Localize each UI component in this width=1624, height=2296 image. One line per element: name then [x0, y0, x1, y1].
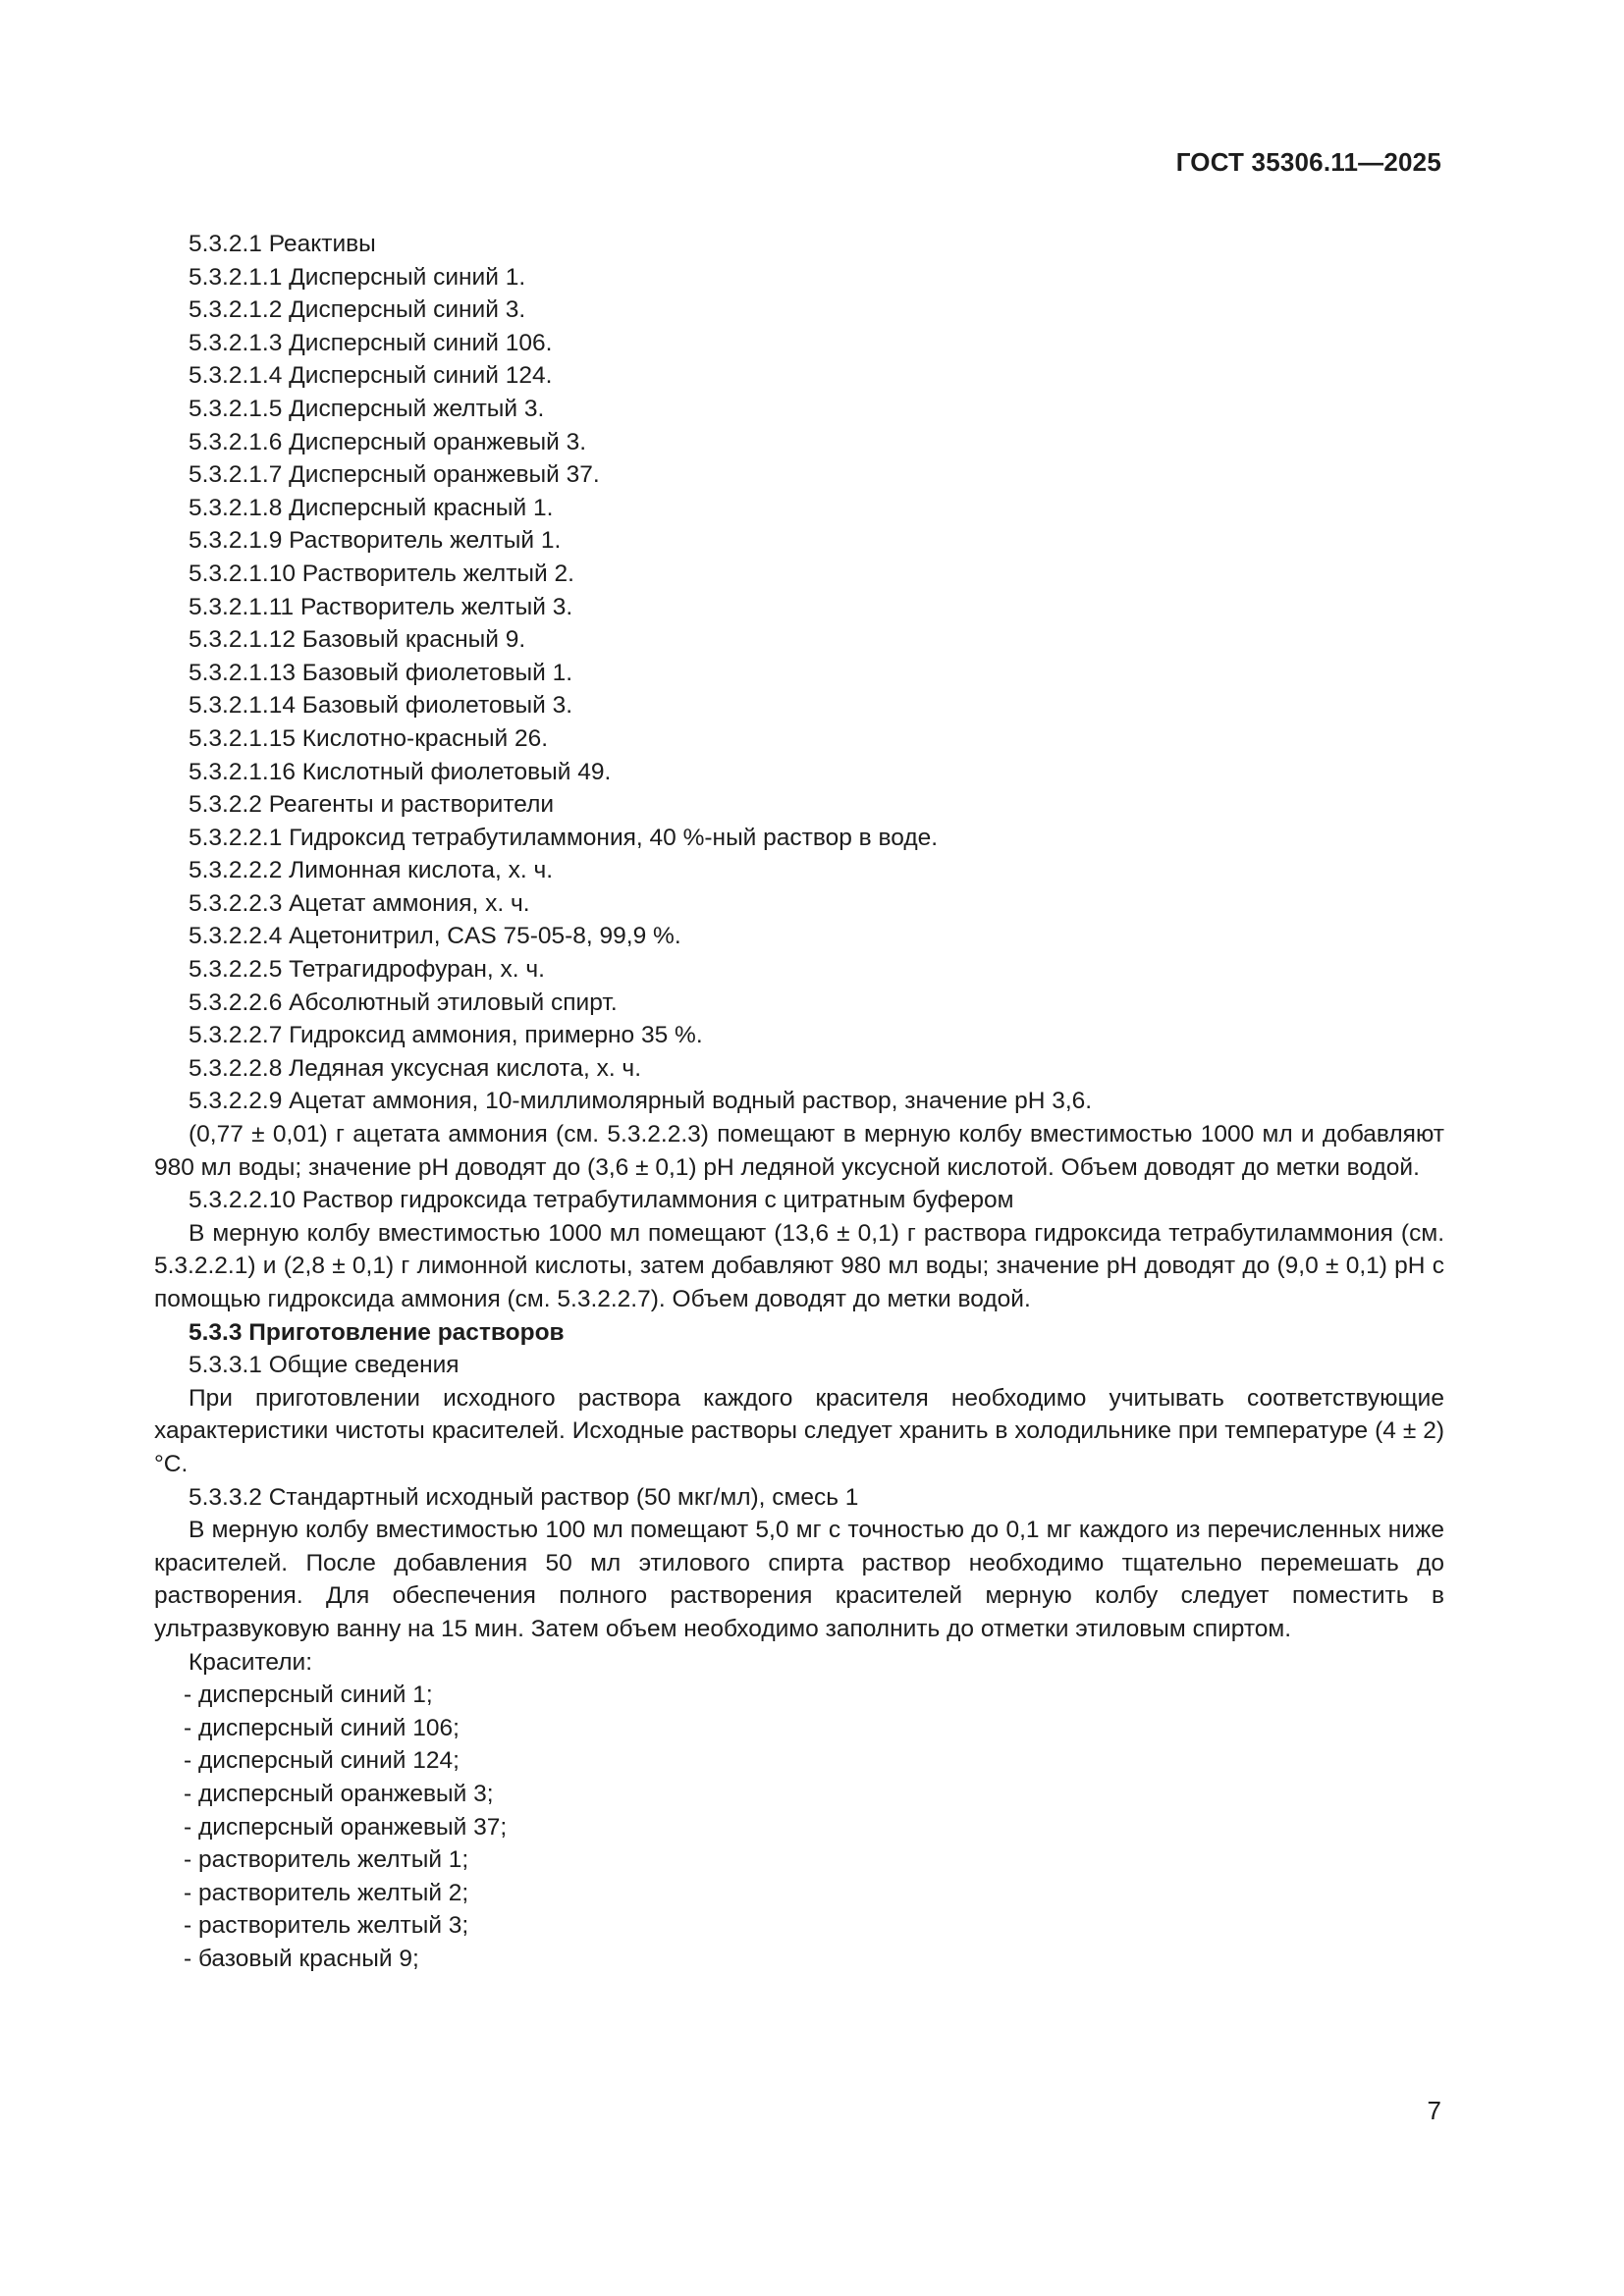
page-number: 7 [1427, 2096, 1441, 2125]
numbered-clause: 5.3.2.1.1 Дисперсный синий 1. [189, 263, 526, 291]
numbered-clause: Красители: [189, 1648, 313, 1676]
numbered-clause: 5.3.2.1.4 Дисперсный синий 124. [189, 362, 553, 390]
list-item: - дисперсный оранжевый 3; [184, 1780, 494, 1807]
numbered-clause: 5.3.2.2.9 Ацетат аммония, 10-миллимолярный водный раствор, значение pH 3,6. [189, 1088, 1093, 1115]
numbered-clause: 5.3.2.2 Реагенты и растворители [189, 791, 555, 819]
list-item: - базовый красный 9; [184, 1945, 419, 1972]
section-heading: 5.3.3 Приготовление растворов [189, 1318, 565, 1346]
paragraph: (0,77 ± 0,01) г ацетата аммония (см. 5.3.2.2.3) помещают в мерную колбу вместимостью 1000 мл и добавляют 980 мл воды; значение pH доводят до (3,6 ± 0,1) pH ледяной уксусной кислотой. Объем доводят до метки водой. [154, 1121, 1444, 1181]
numbered-clause: 5.3.2.1.13 Базовый фиолетовый 1. [189, 659, 573, 686]
numbered-clause: 5.3.2.1.3 Дисперсный синий 106. [189, 329, 553, 356]
list-item: - дисперсный синий 124; [184, 1747, 460, 1775]
numbered-clause: 5.3.2.2.1 Гидроксид тетрабутиламмония, 40 %-ный раствор в воде. [189, 824, 939, 851]
list-item: - дисперсный оранжевый 37; [184, 1813, 508, 1841]
document-header-code: ГОСТ 35306.11—2025 [1175, 147, 1441, 177]
numbered-clause: 5.3.2.1.7 Дисперсный оранжевый 37. [189, 461, 600, 489]
numbered-clause: 5.3.2.2.4 Ацетонитрил, CAS 75-05-8, 99,9 %. [189, 923, 681, 950]
paragraph: В мерную колбу вместимостью 1000 мл помещают (13,6 ± 0,1) г раствора гидроксида тетрабутиламмония (см. 5.3.2.2.1) и (2,8 ± 0,1) г лимонной кислоты, затем добавляют 980 мл воды; значение pH доводят до (9,0 ± 0,1) pH с помощью гидроксида аммония (см. 5.3.2.2.7). Объем доводят до метки водой. [154, 1219, 1444, 1312]
numbered-clause: 5.3.2.2.5 Тетрагидрофуран, х. ч. [189, 956, 545, 984]
paragraph: При приготовлении исходного раствора каждого красителя необходимо учитывать соответствующие характеристики чистоты красителей. Исходные растворы следует хранить в холодильнике при температуре (4 ± 2) °С. [154, 1384, 1444, 1477]
list-item: - растворитель желтый 2; [184, 1879, 469, 1906]
numbered-clause: 5.3.2.2.6 Абсолютный этиловый спирт. [189, 988, 618, 1016]
list-item: - дисперсный синий 106; [184, 1714, 460, 1741]
numbered-clause: 5.3.2.2.2 Лимонная кислота, х. ч. [189, 857, 554, 884]
numbered-clause: 5.3.2.1.12 Базовый красный 9. [189, 626, 526, 654]
numbered-clause: 5.3.2.2.7 Гидроксид аммония, примерно 35 %. [189, 1022, 703, 1049]
list-item: - растворитель желтый 1; [184, 1846, 469, 1874]
numbered-clause: 5.3.2.1.5 Дисперсный желтый 3. [189, 395, 545, 422]
numbered-clause: 5.3.2.1.16 Кислотный фиолетовый 49. [189, 758, 612, 785]
numbered-clause: 5.3.2.1.15 Кислотно-красный 26. [189, 724, 549, 752]
numbered-clause: 5.3.2.2.8 Ледяная уксусная кислота, х. ч. [189, 1054, 642, 1082]
numbered-clause: 5.3.2.1.11 Растворитель желтый 3. [189, 593, 573, 620]
numbered-clause: 5.3.2.1.8 Дисперсный красный 1. [189, 494, 554, 521]
numbered-clause: 5.3.2.1.9 Растворитель желтый 1. [189, 527, 562, 555]
numbered-clause: 5.3.2.1.6 Дисперсный оранжевый 3. [189, 428, 587, 455]
list-item: - дисперсный синий 1; [184, 1682, 433, 1709]
document-body [154, 228, 1444, 1975]
numbered-clause: 5.3.2.1.2 Дисперсный синий 3. [189, 296, 526, 324]
numbered-clause: 5.3.2.1.10 Растворитель желтый 2. [189, 560, 574, 587]
numbered-clause: 5.3.2.1.14 Базовый фиолетовый 3. [189, 692, 573, 720]
numbered-clause: 5.3.3.2 Стандартный исходный раствор (50 мкг/мл), смесь 1 [189, 1483, 859, 1511]
list-item: - растворитель желтый 3; [184, 1912, 469, 1940]
numbered-clause: 5.3.2.1 Реактивы [189, 231, 376, 257]
numbered-clause: 5.3.2.2.3 Ацетат аммония, х. ч. [189, 889, 530, 917]
numbered-clause: 5.3.3.1 Общие сведения [189, 1352, 460, 1379]
numbered-clause: 5.3.2.2.10 Раствор гидроксида тетрабутиламмония с цитратным буфером [189, 1187, 1014, 1214]
paragraph: В мерную колбу вместимостью 100 мл помещают 5,0 мг с точностью до 0,1 мг каждого из перечисленных ниже красителей. После добавления 50 мл этилового спирта раствор необходимо тщательно перемешать до растворения. Для обеспечения полного растворения красителей мерную колбу следует поместить в ультразвуковую ванну на 15 мин. Затем объем необходимо заполнить до отметки этиловым спиртом. [154, 1517, 1444, 1642]
